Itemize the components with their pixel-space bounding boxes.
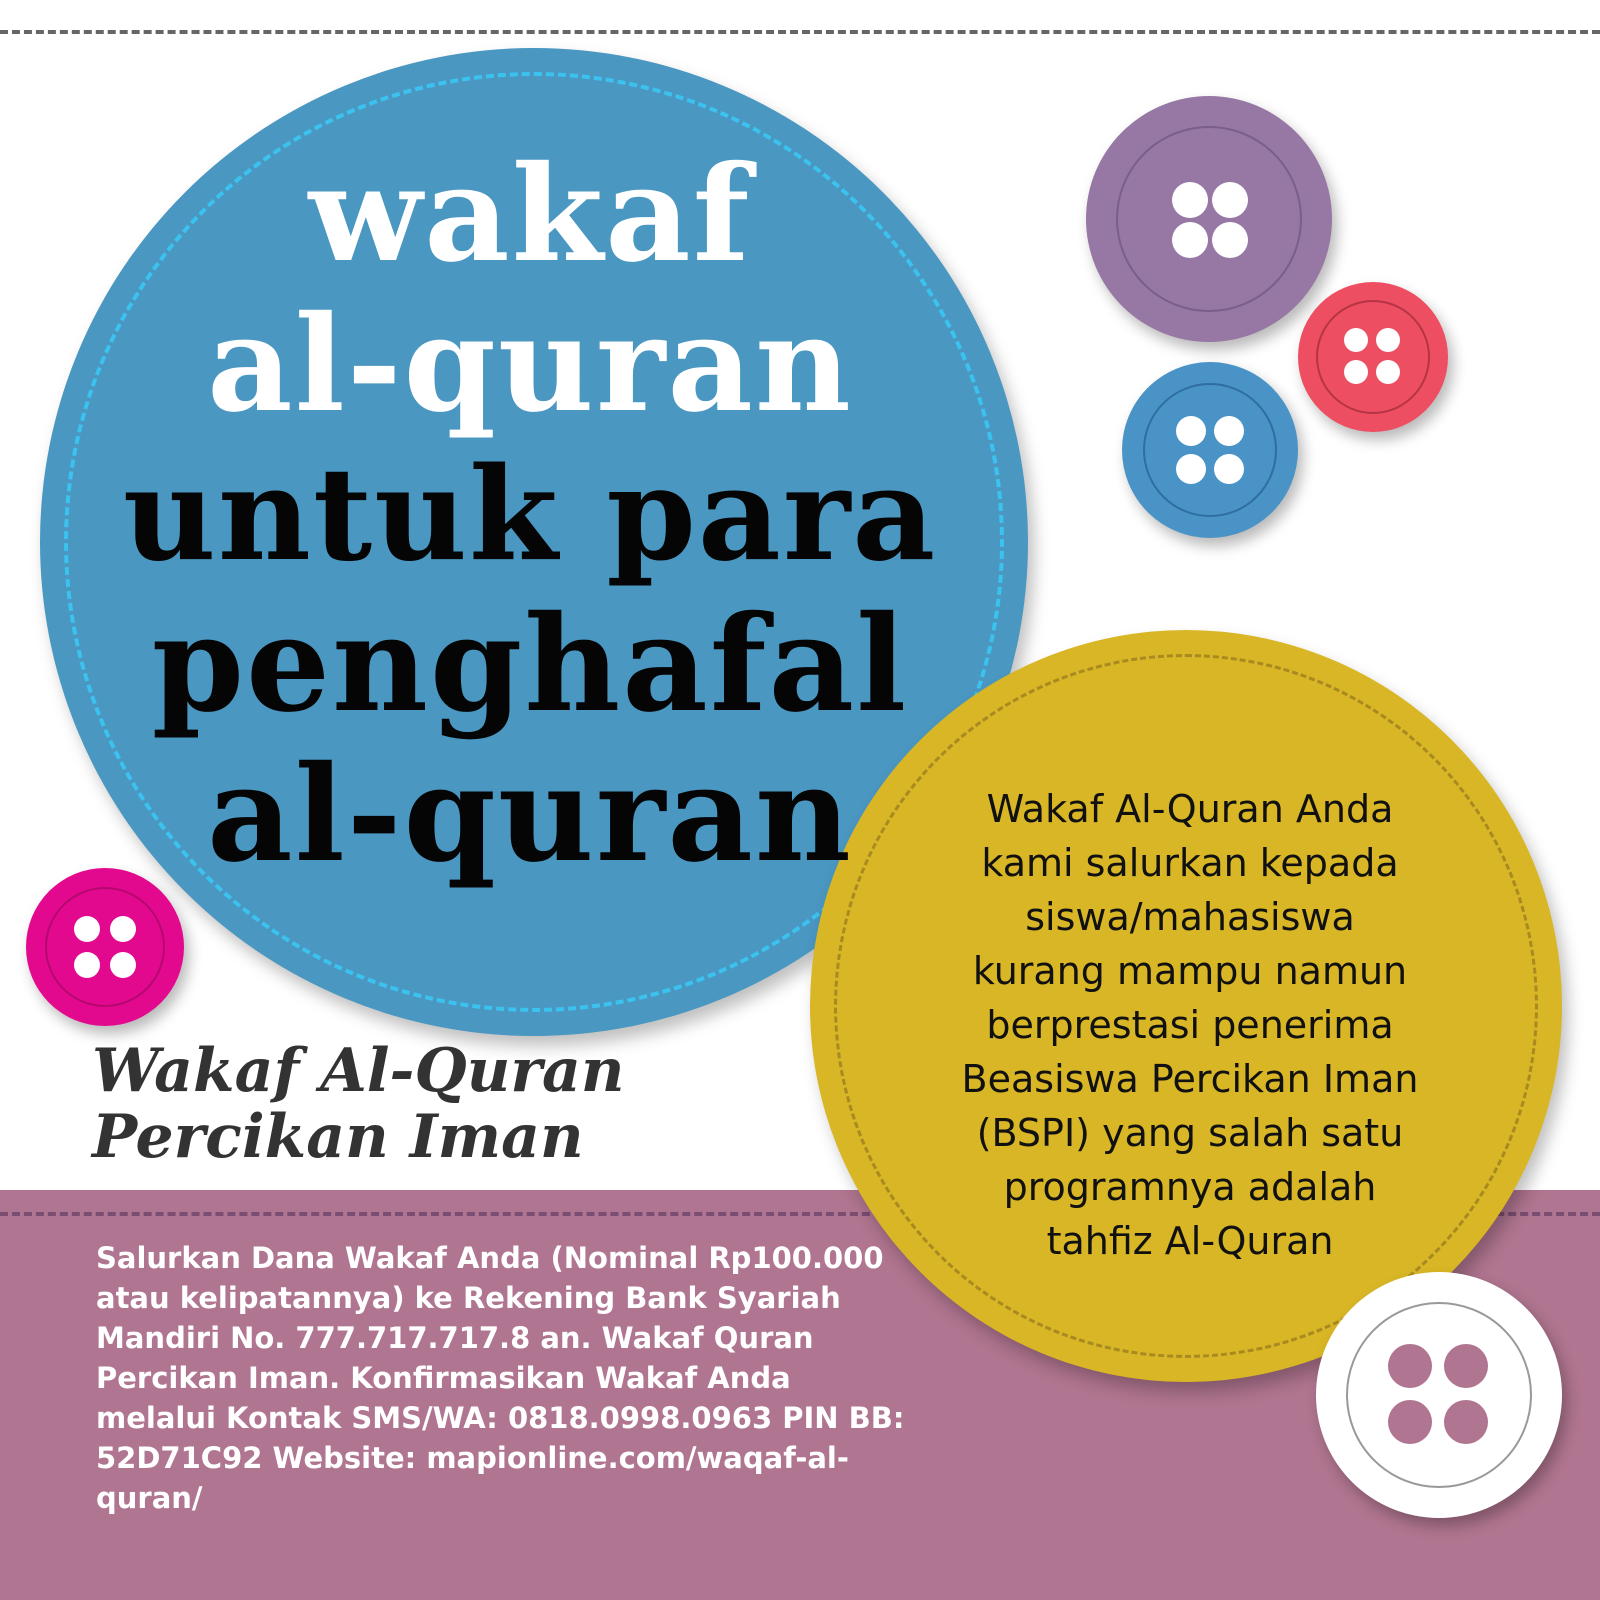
- button-hole: [1172, 222, 1208, 258]
- top-dashed-divider: [0, 30, 1600, 34]
- info-line: siswa/mahasiswa: [1025, 895, 1355, 939]
- footer-line: Percikan Iman. Konfirmasikan Wakaf Anda: [96, 1361, 791, 1395]
- button-hole: [1444, 1400, 1488, 1444]
- button-hole: [74, 952, 100, 978]
- button-rim: [1116, 126, 1303, 313]
- footer-line: Mandiri No. 777.717.717.8 an. Wakaf Quran: [96, 1321, 814, 1355]
- button-hole: [1212, 222, 1248, 258]
- button-hole: [1388, 1400, 1432, 1444]
- button-hole: [1376, 328, 1400, 352]
- pink-button-icon: [26, 868, 184, 1026]
- info-line: programnya adalah: [1003, 1165, 1377, 1209]
- info-line: tahfiz Al-Quran: [1046, 1219, 1334, 1263]
- brand-line-1: Wakaf Al-Quran: [92, 1036, 625, 1106]
- button-hole: [110, 952, 136, 978]
- footer-line: melalui Kontak SMS/WA: 0818.0998.0963 PIN BB:: [96, 1401, 905, 1435]
- headline-line-3: untuk para: [122, 440, 938, 590]
- button-hole: [1388, 1344, 1432, 1388]
- button-rim: [1143, 383, 1277, 517]
- button-hole: [110, 916, 136, 942]
- button-hole: [1344, 360, 1368, 384]
- footer-line: Salurkan Dana Wakaf Anda (Nominal Rp100.000: [96, 1241, 884, 1275]
- info-text: [920, 782, 1460, 1268]
- button-rim: [45, 887, 165, 1007]
- brand-title: [92, 1038, 792, 1170]
- info-line: (BSPI) yang salah satu: [976, 1111, 1404, 1155]
- footer-line: 52D71C92 Website: mapionline.com/waqaf-al-: [96, 1441, 849, 1475]
- button-hole: [1212, 182, 1248, 218]
- button-hole: [1214, 454, 1244, 484]
- info-line: Beasiswa Percikan Iman: [961, 1057, 1419, 1101]
- headline-line-2: al-quran: [207, 287, 853, 442]
- button-rim: [1346, 1302, 1533, 1489]
- button-hole: [1176, 416, 1206, 446]
- button-hole: [1344, 328, 1368, 352]
- info-line: berprestasi penerima: [986, 1003, 1394, 1047]
- white-button-icon: [1316, 1272, 1562, 1518]
- button-rim: [1316, 300, 1430, 414]
- footer-line: quran/: [96, 1481, 203, 1515]
- button-hole: [74, 916, 100, 942]
- info-line: kami salurkan kepada: [981, 841, 1399, 885]
- info-line: kurang mampu namun: [972, 949, 1408, 993]
- blue-button-icon: [1122, 362, 1298, 538]
- red-button-icon: [1298, 282, 1448, 432]
- headline-line-1: wakaf: [308, 137, 752, 292]
- info-line: Wakaf Al-Quran Anda: [986, 787, 1394, 831]
- button-hole: [1176, 454, 1206, 484]
- button-hole: [1444, 1344, 1488, 1388]
- purple-button-icon: [1086, 96, 1332, 342]
- button-hole: [1214, 416, 1244, 446]
- brand-line-2: Percikan Iman: [92, 1102, 584, 1172]
- headline: [100, 137, 960, 892]
- footer-line: atau kelipatannya) ke Rekening Bank Syariah: [96, 1281, 841, 1315]
- button-hole: [1172, 182, 1208, 218]
- headline-line-4: penghafal: [151, 587, 909, 742]
- donation-instructions: [96, 1238, 916, 1518]
- headline-line-5: al-quran: [207, 737, 853, 892]
- button-hole: [1376, 360, 1400, 384]
